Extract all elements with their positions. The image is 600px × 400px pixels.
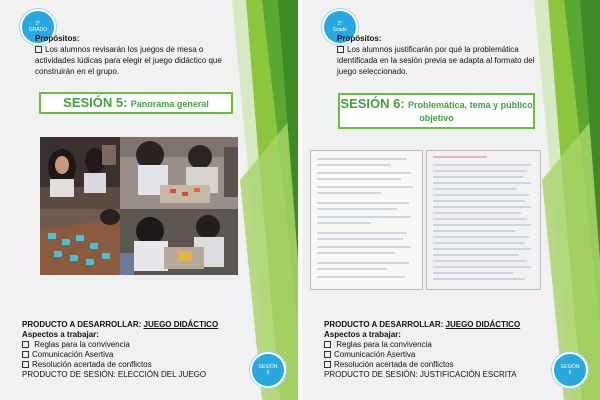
product-value: JUEGO DIDÁCTICO <box>143 320 219 329</box>
aspect-label: Comunicación Asertiva <box>32 350 114 359</box>
aspect-label: Reglas para la convivencia <box>336 340 432 349</box>
session-badge-number: 5 <box>266 370 270 376</box>
aspect-item <box>324 350 564 360</box>
purpose-text <box>35 44 240 77</box>
aspect-label: Comunicación Asertiva <box>334 350 416 359</box>
purpose-title: Propósitos: <box>337 34 382 43</box>
product-label: PRODUCTO A DESARROLLAR: <box>324 320 444 329</box>
checkbox-bullet-icon <box>324 361 331 368</box>
session-title-box <box>338 93 535 129</box>
aspect-item <box>22 340 262 350</box>
aspects-title: Aspectos a trabajar: <box>22 330 99 339</box>
product-label: PRODUCTO A DESARROLLAR: <box>22 320 142 329</box>
classroom-photo-3 <box>40 209 120 275</box>
checkbox-bullet-icon <box>337 46 344 53</box>
session-product: PRODUCTO DE SESIÓN: ELECCIÓN DEL JUEGO <box>22 370 207 379</box>
aspect-item <box>22 350 262 360</box>
grade-badge-label: GRADO <box>28 27 48 33</box>
checkbox-bullet-icon <box>22 351 29 358</box>
checkbox-bullet-icon <box>22 361 29 368</box>
purpose-text <box>337 44 542 77</box>
session-number: SESIÓN 6: <box>340 96 405 111</box>
product-row <box>324 320 564 330</box>
aspect-item <box>324 340 564 350</box>
session-badge-label: SESIÓN <box>560 364 580 370</box>
grade-badge-number: 2° <box>337 21 343 27</box>
checkbox-bullet-icon <box>324 351 331 358</box>
session-name: Panorama general <box>130 98 209 109</box>
session-badge <box>250 352 286 388</box>
classroom-photo-4 <box>120 209 238 275</box>
session-title-box <box>39 92 233 114</box>
product-section <box>22 320 262 380</box>
session-name: Problemática, tema y público objetivo <box>408 100 533 123</box>
session-title <box>63 94 209 110</box>
aspect-item <box>324 360 564 370</box>
purpose-text-body: Los alumnos revisarán los juegos de mesa o actividades lúdicas para elegir el juego didáctico que construirán en el grupo. <box>35 45 222 76</box>
classroom-photo-2 <box>120 137 238 209</box>
purpose-title: Propósitos: <box>35 34 80 43</box>
product-row <box>22 320 262 330</box>
session-title <box>340 98 533 124</box>
product-value: JUEGO DIDÁCTICO <box>445 320 521 329</box>
product-section <box>324 320 564 380</box>
session-badge-label: SESIÓN <box>258 364 278 370</box>
grade-badge-number: 2° <box>35 21 41 27</box>
slide-session-6 <box>302 0 600 400</box>
aspect-item <box>22 360 262 370</box>
aspect-label: Resolución acertada de conflictos <box>334 360 454 369</box>
session-product: PRODUCTO DE SESIÓN: JUSTIFICACIÓN ESCRITA <box>324 370 517 379</box>
handwritten-sheet-photo-2 <box>426 150 541 290</box>
session-number: SESIÓN 5: <box>63 94 128 110</box>
classroom-photo-1 <box>40 137 120 209</box>
checkbox-bullet-icon <box>35 46 42 53</box>
checkbox-bullet-icon <box>324 341 331 348</box>
checkbox-bullet-icon <box>22 341 29 348</box>
grade-badge-label: Grado <box>333 27 347 33</box>
session-badge <box>552 352 588 388</box>
purpose-text-body: Los alumnos justificarán por qué la problemática identificada en la sesión previa se adapta al formato del juego seleccionado. <box>337 45 535 76</box>
session-badge-number: 6 <box>568 370 572 376</box>
handwritten-sheet-photo-1 <box>310 150 423 290</box>
aspect-label: Reglas para la convivencia <box>34 340 130 349</box>
slide-session-5 <box>0 0 298 400</box>
aspects-title: Aspectos a trabajar: <box>324 330 401 339</box>
aspect-label: Resolución acertada de conflictos <box>32 360 152 369</box>
